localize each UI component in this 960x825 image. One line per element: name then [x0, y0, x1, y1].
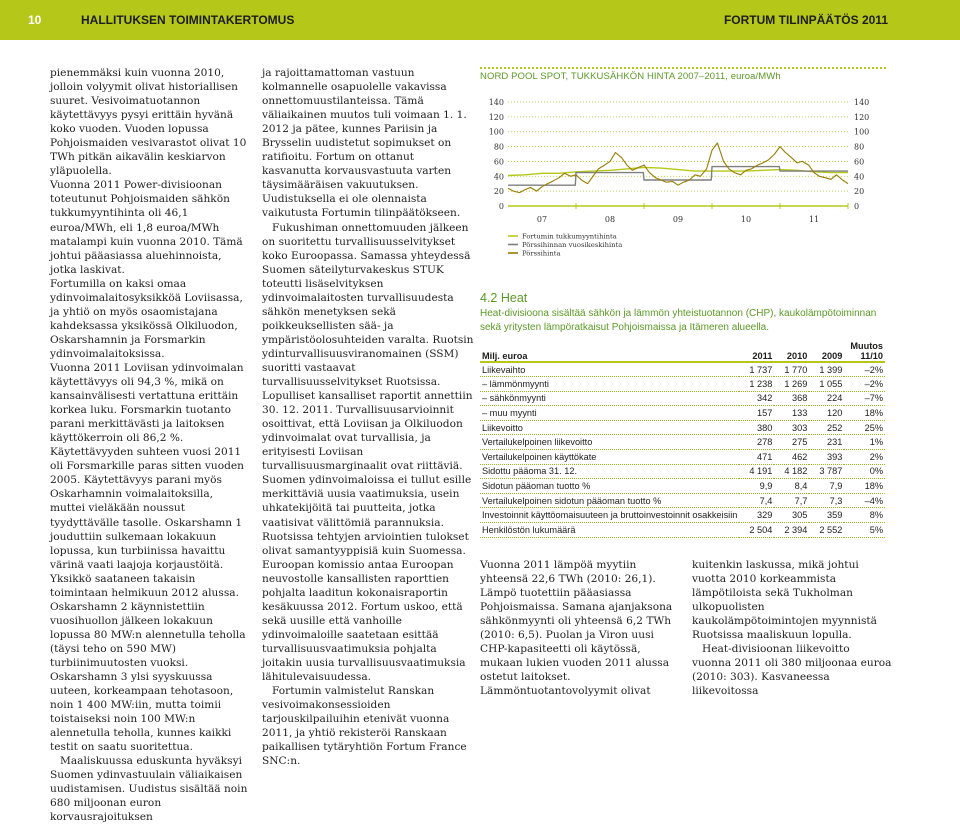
table-cell: 275 [792, 437, 808, 448]
legend-label: Fortumin tukkumyyntihinta [522, 232, 617, 241]
table-cell: 1 269 [784, 378, 808, 389]
table-cell: 133 [792, 408, 808, 419]
paragraph: Vuonna 2011 Loviisan ydinvoimalan käytettävyys oli 94,3 %, mikä on kansainvälisesti vertattuna erittäin korkea luku. Forsmarkin tuotanto parani merkittävästi ja laitoksen käyttökerroin oli 86,2 %. Käytettävyyden suhteen vuosi 2011 oli Forsmarkille paras sitten vuoden 2005. Käytettävyys parani myös Oskarhamnin voimalaitoksilla, muttei vieläkään noussut tyydyttävälle tasolle. Oskarshamn 1 jouduttiin sulkemaan lokakuun lopussa, kun turbiinissa havaittu värinä vaati laajoja korjaustöitä. Yksikkö saataneen takaisin toimintaan helmikuun 2012 alussa. Oskarshamn 2 käynnistettiin vuosihuollon jälkeen lokakuun lopussa 80 MW:n alennetulla teholla (täysi teho on 590 MW) turbiinimuutosten vuoksi. Oskarshamn 3 ylsi syyskuussa uuteen, korkeampaan tehotasoon, noin 1 400 MW:iin, mutta toimii toistaiseksi noin 100 MW:n alennetulla teholla, kunnes kaikki testit on saatu suoritettua. [50, 361, 246, 754]
table-cell: 4 191 [749, 466, 773, 477]
table-cell: 2 552 [819, 524, 843, 535]
section-subtitle: Heat-divisioona sisältää sähkön ja lämmön yhteistuotannon (CHP), kaukolämpötoiminnan sekä yritysten lämpöratkaisut Pohjoismaissa ja Itämeren alueella. [480, 308, 877, 333]
y-tick-label-left: 40 [493, 172, 504, 182]
x-tick-label: 07 [536, 215, 548, 224]
table-cell: 1 770 [784, 364, 808, 375]
paragraph: Fukushiman onnettomuuden jälkeen on suoritettu turvallisuusselvitykset koko Euroopassa. Samassa yhteydessä Suomen säteilyturvakeskus STUK toteutti lisäselvityksen ydinvoimalaitosten turvallisuudesta sähkön menetyksen sekä poikkeuksellisten sää- ja ympäristöolosuhteiden varalta. Ruotsin ydinturvallisuusviranomainen (SSM) suoritti vastaavat turvallisuusselvitykset Ruotsissa. Lopulliset kansalliset raportit annettiin 30. 12. 2011. Turvallisuusarvioinnit osoittivat, että Loviisan ja Olkiluodon ydinvoimalat ovat turvallisia, ja erityisesti Loviisan turvallisuusmarginaalit ovat riittäviä. Suomen ydinvoimaloissa ei tullut esille merkittäviä uusia vaatimuksia, usein uhkatekijöitä tai puutteita, jotka vaatisivat välittömiä parannuksia. Ruotsissa tehtyjen arviointien tulokset olivat samantyyppisiä kuin Suomessa. Euroopan komissio antaa Euroopan neuvostolle kansallisten raporttien pohjalta laaditun kokonaisraportin kesäkuussa 2012. Fortum uskoo, että sekä uusille että vanhoille ydinvoimaloille saatetaan esittää turvallisuusvaatimuksia pohjalta joitakin uusia turvallisuusvaatimuksia lähitulevaisuudessa. [262, 221, 474, 684]
table-cell: 4 182 [784, 466, 808, 477]
table-cell: 1% [869, 437, 883, 448]
table-row [480, 362, 885, 377]
x-tick-label: 11 [808, 215, 820, 224]
table-cell: –7% [864, 393, 883, 404]
table-row [480, 435, 885, 450]
column-header: 2009 [821, 351, 843, 361]
text-column-2 [262, 66, 474, 768]
table-cell: 231 [827, 437, 843, 448]
table-cell: –4% [864, 495, 883, 506]
table-row [480, 493, 885, 508]
row-label: Liikevoitto [482, 422, 523, 433]
paragraph: Fortumin valmistelut Ranskan vesivoimakonsessioiden tarjouskilpailuihin etenivät vuonna 2011, ja yhtiö rekisteröi Ranskaan paikallisen tytäryhtiön Fortum France SNC:n. [262, 685, 467, 768]
row-label: Vertailukelpoinen sidotun pääoman tuotto % [482, 495, 662, 506]
paragraph: Maaliskuussa eduskunta hyväksyi Suomen ydinvastuulain väliaikaisen uudistamisen. Uudistus sisältää noin 680 miljoonan euron korvausrajoituksen [50, 755, 248, 824]
report-section-title: HALLITUKSEN TOIMINTAKERTOMUS [81, 13, 295, 27]
report-title: FORTUM TILINPÄÄTÖS 2011 [723, 13, 888, 27]
table-cell: 1 399 [819, 364, 843, 375]
table-cell: 0% [869, 466, 883, 477]
y-tick-label-right: 100 [854, 127, 870, 137]
table-cell: –2% [864, 364, 883, 375]
chart-top-rule [480, 67, 886, 69]
paragraph: Vuonna 2011 Power-divisioonan toteutunut Pohjoismaiden sähkön tukkumyyntihinta oli 46,1 euroa/MWh, eli 1,8 euroa/MWh matalampi kuin vuonna 2010. Tämä johtui pääasiassa aluehinnoista, jotka laskivat. [50, 179, 243, 276]
row-label: Investoinnit käyttöomaisuuteen ja bruttoinvestoinnit osakkeisiin [482, 510, 738, 521]
paragraph: ja rajoittamattoman vastuun kolmannelle osapuolelle vakavissa onnettomuustilanteissa. Tämä väliaikainen muutos tuli voimaan 1. 1. 2012 ja pätee, kunnes Pariisin ja Brysselin uudistetut sopimukset on ratifioitu. Fortum on ottanut kasvanutta korvausvastuuta varten täysimääräisen vakuutuksen. Uudistuksella ei ole olennaista vaikutusta Fortumin tilinpäätökseen. [262, 67, 467, 220]
legend-label: Pörssihinta [522, 249, 561, 258]
table-cell: 8,4 [794, 481, 808, 492]
y-tick-label-left: 120 [488, 112, 504, 122]
table-cell: 7,7 [794, 495, 808, 506]
table-cell: 359 [827, 510, 843, 521]
page-header [0, 0, 960, 40]
table-row [480, 523, 885, 538]
y-tick-label-left: 20 [493, 187, 504, 197]
y-tick-label-left: 60 [493, 157, 504, 167]
financials-table [480, 340, 885, 538]
y-tick-label-right: 0 [854, 202, 860, 211]
table-cell: 2 504 [749, 524, 773, 535]
y-tick-label-right: 60 [854, 157, 865, 167]
table-cell: 18% [864, 481, 883, 492]
x-tick-label: 10 [740, 215, 752, 224]
y-tick-label-right: 140 [854, 98, 870, 107]
table-cell: 1 055 [819, 378, 843, 389]
table-cell: 7,9 [829, 481, 843, 492]
price-chart [480, 84, 886, 262]
table-cell: 278 [757, 437, 773, 448]
table-cell: 329 [757, 510, 773, 521]
row-label: Vertailukelpoinen käyttökate [482, 451, 597, 462]
legend-label: Pörssihinnan vuosikeskihinta [522, 241, 623, 249]
table-cell: 2% [869, 451, 883, 462]
table-cell: 303 [792, 422, 808, 433]
table-row [480, 420, 885, 435]
chart-grid [508, 102, 848, 209]
table-cell: 252 [827, 422, 843, 433]
y-tick-label-right: 40 [854, 172, 865, 182]
table-cell: 7,3 [829, 495, 843, 506]
table-cell: 157 [757, 408, 773, 419]
y-tick-label-left: 100 [488, 127, 504, 137]
x-tick-label: 08 [604, 215, 616, 224]
table-cell: 1 238 [749, 378, 773, 389]
chart-legend [508, 233, 622, 258]
y-tick-label-left: 140 [488, 98, 504, 107]
table-cell: 393 [827, 451, 843, 462]
table-row [480, 464, 885, 479]
paragraph: Fortumilla on kaksi omaa ydinvoimalaitosyksikköä Loviisassa, ja yhtiö on myös osaomistajana kahdeksassa yksikössä Olkiluodon, Oskarshamnin ja Forsmarkin ydinvoimalaitoksissa. [50, 277, 243, 360]
section-title: 4.2 Heat [480, 291, 528, 305]
y-tick-label-right: 80 [854, 142, 865, 152]
column-header: 2010 [786, 351, 808, 361]
row-label: – muu myynti [482, 408, 537, 419]
y-tick-label-left: 0 [498, 202, 504, 211]
paragraph: kuitenkin laskussa, mikä johtui vuotta 2010 korkeammista lämpötiloista sekä Tukholman ulkopuolisten kaukolämpötoimintojen myynnistä Ruotsissa maaliskuun lopulla. [692, 559, 877, 642]
table-header-row [480, 340, 885, 362]
table-cell: 380 [757, 422, 773, 433]
table-row [480, 377, 885, 392]
table-cell: 5% [869, 524, 883, 535]
table-cell: 462 [792, 451, 808, 462]
table-row [480, 479, 885, 494]
paragraph: Vuonna 2011 lämpöä myytiin yhteensä 22,6 TWh (2010: 26,1). Lämpö tuotettiin pääasiassa Pohjoismaissa. Samana ajanjaksona sähkönmyynti oli yhteensä 6,2 TWh (2010: 6,5). Puolan ja Viron uusi CHP-kapasiteetti oli käytössä, mukaan lukien vuoden 2011 alussa ostetut laitokset. Lämmöntuotantovolyymit olivat [480, 559, 673, 698]
table-cell: 3 787 [819, 466, 843, 477]
table-cell: 120 [827, 408, 843, 419]
table-cell: 2 394 [784, 524, 808, 535]
column-header: 2011 [752, 351, 773, 361]
paragraph: Heat-divisioonan liikevoitto vuonna 2011 oli 380 miljoonaa euroa (2010: 303). Kasvaneessa liikevoitossa [692, 643, 892, 698]
table-cell: 224 [827, 393, 843, 404]
table-cell: 18% [864, 408, 883, 419]
table-row [480, 508, 885, 523]
row-label: – lämmönmyynti [482, 378, 549, 389]
y-tick-label-right: 20 [854, 187, 865, 197]
table-row [480, 406, 885, 421]
table-cell: 25% [864, 422, 883, 433]
row-label: Sidotun pääoman tuotto % [482, 481, 591, 492]
table-cell: 368 [792, 393, 808, 404]
chart-series [508, 143, 848, 193]
column-header: Muutos 11/10 [850, 341, 883, 361]
row-label: Henkilöstön lukumäärä [482, 524, 576, 535]
table-row [480, 391, 885, 406]
row-label: Liikevaihto [482, 364, 526, 375]
table-cell: 471 [757, 451, 773, 462]
page-number: 10 [28, 13, 42, 27]
row-label: Vertailukelpoinen liikevoitto [482, 437, 593, 448]
text-column-1 [50, 66, 248, 825]
paragraph: pienemmäksi kuin vuonna 2010, jolloin volyymit olivat historiallisen suuret. Vesivoimatuotannon käytettävyys pysyi erittäin hyvänä koko vuoden. Vuoden lopussa Pohjoismaiden vesivarastot olivat 10 TWh pitkän aikavälin keskiarvon yläpuolella. [50, 67, 247, 178]
table-cell: 342 [757, 393, 773, 404]
table-cell: 1 737 [749, 364, 773, 375]
row-label: – sähkönmyynti [482, 393, 546, 404]
x-tick-label: 09 [672, 215, 684, 224]
table-cell: 7,4 [759, 495, 773, 506]
y-tick-label-right: 120 [854, 112, 870, 122]
table-cell: –2% [864, 378, 883, 389]
y-tick-label-left: 80 [493, 142, 504, 152]
column-header: Milj. euroa [482, 351, 528, 361]
table-cell: 9,9 [759, 481, 773, 492]
text-column-4 [692, 558, 892, 698]
text-column-3 [480, 558, 680, 698]
row-label: Sidottu pääoma 31. 12. [482, 466, 578, 477]
table-cell: 305 [792, 510, 808, 521]
chart-title: NORD POOL SPOT, TUKKUSÄHKÖN HINTA 2007–2011, euroa/MWh [480, 71, 781, 82]
table-cell: 8% [869, 510, 883, 521]
table-row [480, 450, 885, 465]
